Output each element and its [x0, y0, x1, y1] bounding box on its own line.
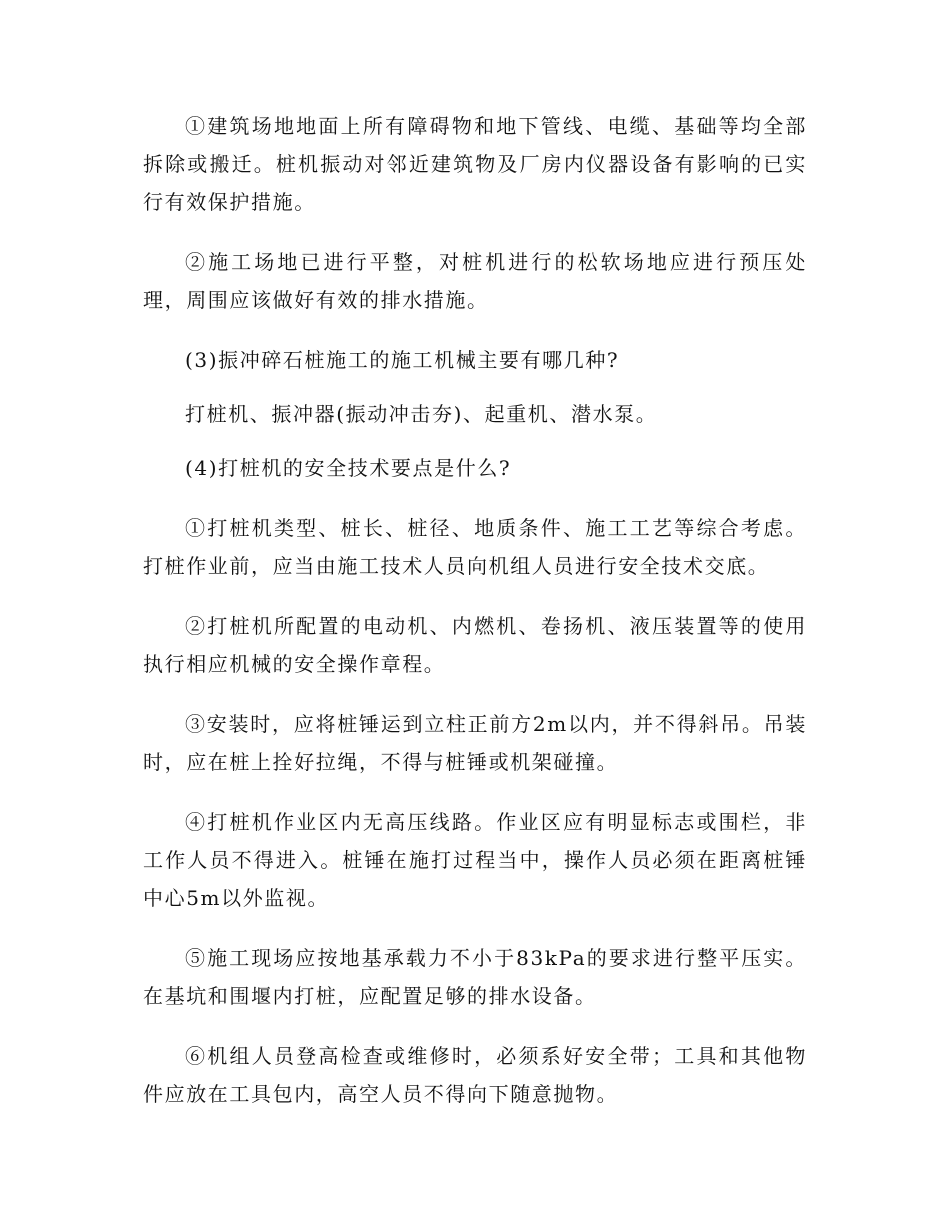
- paragraph-safety-1: ①打桩机类型、桩长、桩径、地质条件、施工工艺等综合考虑。打桩作业前，应当由施工技术人员向机组人员进行安全技术交底。: [143, 516, 807, 578]
- paragraph-safety-5: ⑤施工现场应按地基承载力不小于83kPa的要求进行整平压实。在基坑和围堰内打桩，应配置足够的排水设备。: [143, 946, 807, 1008]
- paragraph-site-clearing: ①建筑场地地面上所有障碍物和地下管线、电缆、基础等均全部拆除或搬迁。桩机振动对邻近建筑物及厂房内仪器设备有影响的已实行有效保护措施。: [143, 114, 807, 214]
- paragraph-safety-4: ④打桩机作业区内无高压线路。作业区应有明显标志或围栏，非工作人员不得进入。桩锤在施打过程当中，操作人员必须在距离桩锤中心5m以外监视。: [143, 810, 807, 910]
- paragraph-site-leveling: ②施工场地已进行平整，对桩机进行的松软场地应进行预压处理，周围应该做好有效的排水措施。: [143, 250, 807, 312]
- paragraph-safety-3: ③安装时，应将桩锤运到立柱正前方2m以内，并不得斜吊。吊装时，应在桩上拴好拉绳，不得与桩锤或机架碰撞。: [143, 712, 807, 774]
- answer-machinery: 打桩机、振冲器(振动冲击夯)、起重机、潜水泵。: [185, 402, 658, 426]
- question-safety-points: (4)打桩机的安全技术要点是什么?: [185, 456, 512, 480]
- document-body: [143, 107, 807, 1135]
- paragraph-safety-2: ②打桩机所配置的电动机、内燃机、卷扬机、液压装置等的使用执行相应机械的安全操作章程。: [143, 614, 807, 676]
- question-machinery: (3)振冲碎石桩施工的施工机械主要有哪几种?: [185, 348, 620, 372]
- paragraph-safety-6: ⑥机组人员登高检查或维修时，必须系好安全带；工具和其他物件应放在工具包内，高空人员不得向下随意抛物。: [143, 1044, 807, 1106]
